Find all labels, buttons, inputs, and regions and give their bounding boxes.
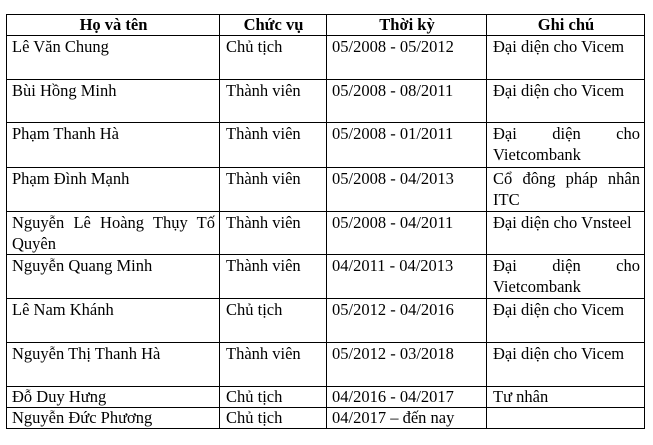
table-row — [7, 212, 645, 255]
cell-position: Thành viên — [220, 343, 327, 387]
cell-note: Đại diện cho Vietcombank — [487, 123, 645, 168]
cell-note: Đại diện cho Vnsteel — [487, 212, 645, 255]
cell-name: Đỗ Duy Hưng — [7, 387, 220, 408]
cell-position: Thành viên — [220, 123, 327, 168]
table-row — [7, 255, 645, 299]
cell-period: 04/2017 – đến nay — [327, 408, 487, 429]
cell-note: Cổ đông pháp nhân ITC — [487, 168, 645, 212]
cell-note: Đại diện cho Vietcombank — [487, 255, 645, 299]
table-row — [7, 343, 645, 387]
cell-name: Nguyễn Đức Phương — [7, 408, 220, 429]
table-row — [7, 123, 645, 168]
cell-name: Phạm Đình Mạnh — [7, 168, 220, 212]
header-row — [7, 15, 645, 36]
header-name: Họ và tên — [7, 15, 220, 36]
cell-position: Chủ tịch — [220, 408, 327, 429]
cell-period: 04/2011 - 04/2013 — [327, 255, 487, 299]
cell-position: Chủ tịch — [220, 36, 327, 80]
cell-period: 05/2008 - 01/2011 — [327, 123, 487, 168]
table-row — [7, 299, 645, 343]
cell-name: Nguyễn Thị Thanh Hà — [7, 343, 220, 387]
board-members-table — [6, 14, 645, 429]
cell-name: Nguyễn Quang Minh — [7, 255, 220, 299]
header-position: Chức vụ — [220, 15, 327, 36]
cell-note: Đại diện cho Vicem — [487, 80, 645, 123]
cell-period: 04/2016 - 04/2017 — [327, 387, 487, 408]
cell-name: Lê Văn Chung — [7, 36, 220, 80]
cell-note — [487, 408, 645, 429]
table-row — [7, 387, 645, 408]
header-note: Ghi chú — [487, 15, 645, 36]
cell-position: Thành viên — [220, 212, 327, 255]
cell-name: Phạm Thanh Hà — [7, 123, 220, 168]
table-row — [7, 408, 645, 429]
cell-position: Chủ tịch — [220, 387, 327, 408]
cell-name: Nguyễn Lê Hoàng Thụy Tố Quyên — [7, 212, 220, 255]
cell-note: Đại diện cho Vicem — [487, 299, 645, 343]
cell-period: 05/2012 - 04/2016 — [327, 299, 487, 343]
table-row — [7, 36, 645, 80]
cell-period: 05/2008 - 05/2012 — [327, 36, 487, 80]
cell-note: Tư nhân — [487, 387, 645, 408]
cell-period: 05/2008 - 04/2013 — [327, 168, 487, 212]
cell-period: 05/2008 - 08/2011 — [327, 80, 487, 123]
cell-position: Thành viên — [220, 168, 327, 212]
table-row — [7, 168, 645, 212]
cell-note: Đại diện cho Vicem — [487, 36, 645, 80]
cell-name: Lê Nam Khánh — [7, 299, 220, 343]
cell-position: Chủ tịch — [220, 299, 327, 343]
cell-note: Đại diện cho Vicem — [487, 343, 645, 387]
cell-name: Bùi Hồng Minh — [7, 80, 220, 123]
cell-period: 05/2012 - 03/2018 — [327, 343, 487, 387]
cell-position: Thành viên — [220, 255, 327, 299]
cell-position: Thành viên — [220, 80, 327, 123]
header-period: Thời kỳ — [327, 15, 487, 36]
table-row — [7, 80, 645, 123]
cell-period: 05/2008 - 04/2011 — [327, 212, 487, 255]
